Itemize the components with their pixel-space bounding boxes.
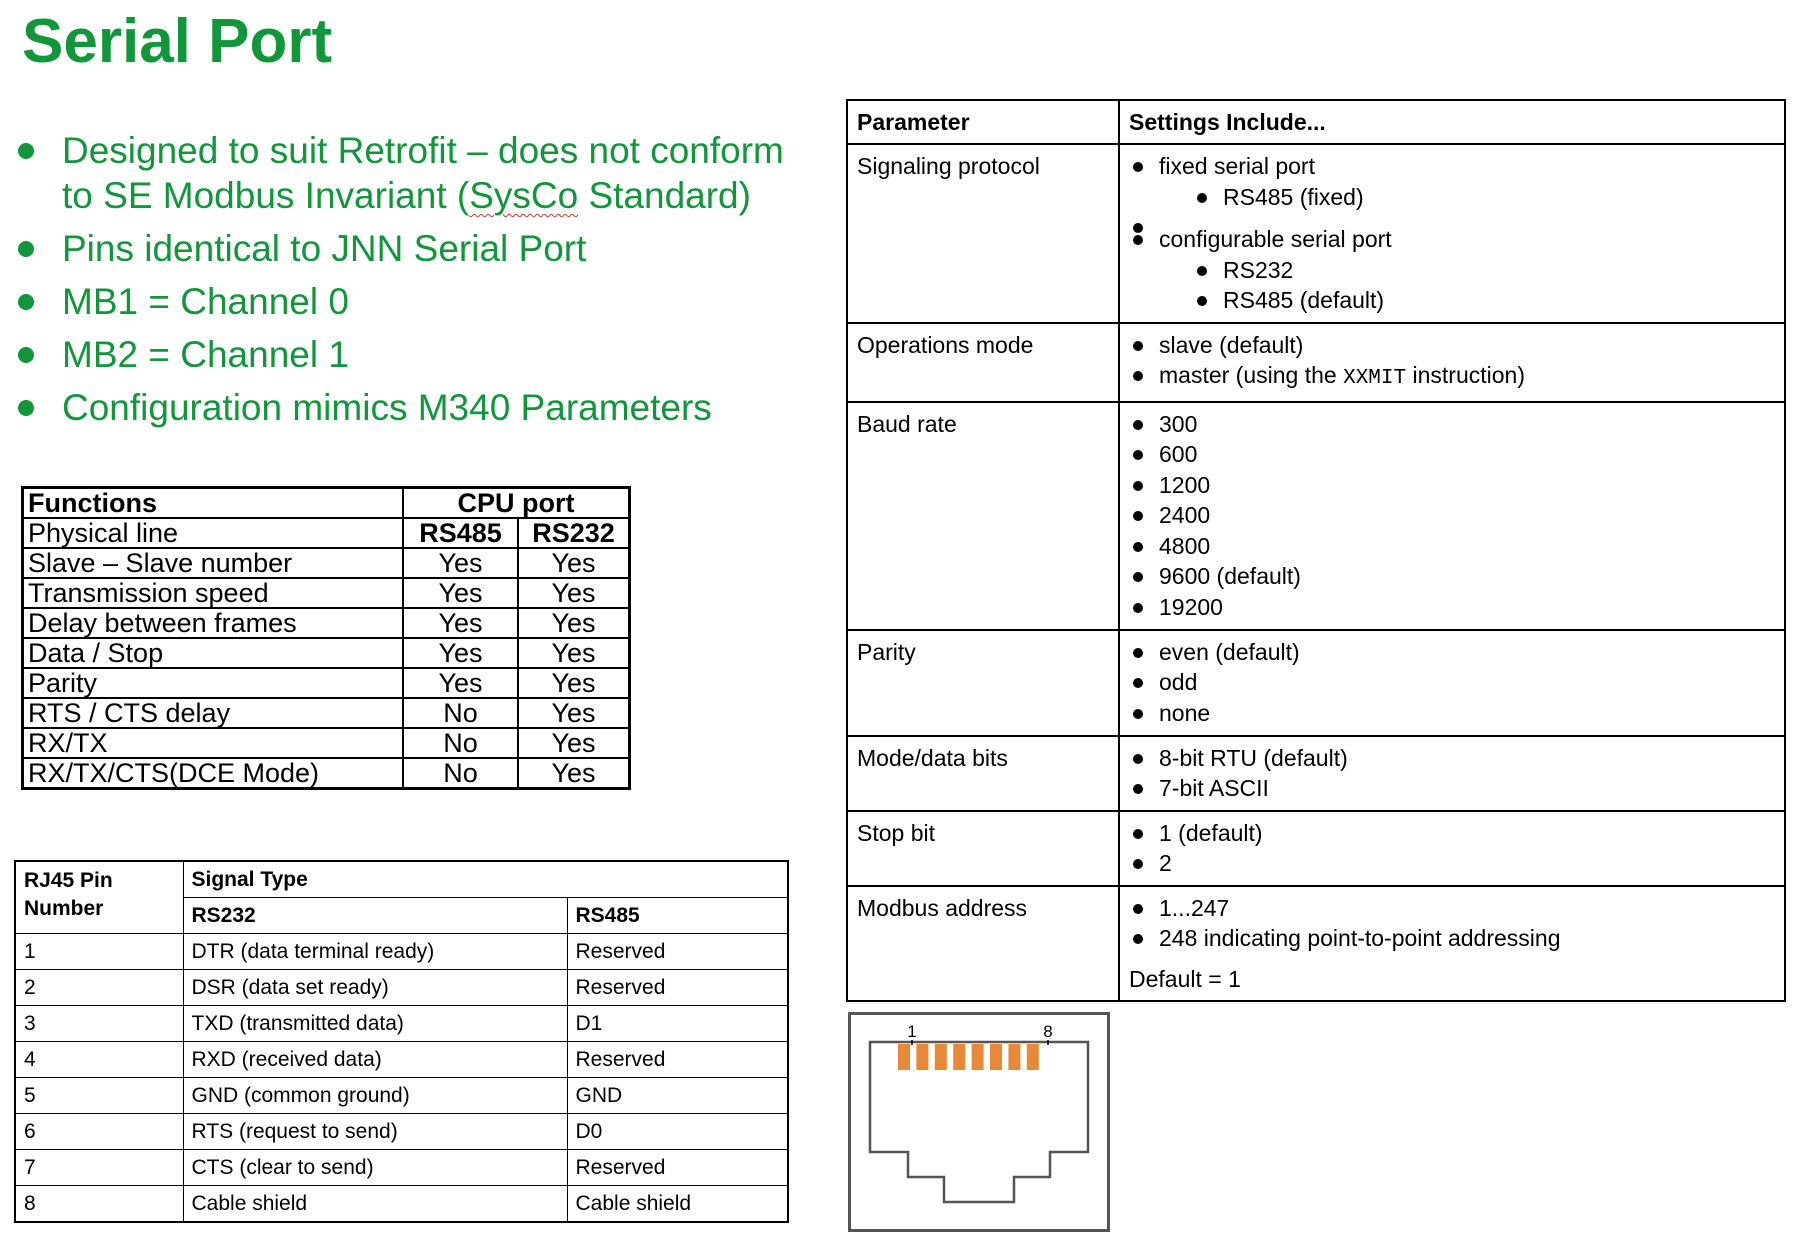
- param-settings: [1119, 323, 1785, 402]
- table-row: [23, 608, 630, 638]
- list-item: [1129, 224, 1775, 316]
- list-item: none: [1129, 698, 1775, 729]
- pin-number: 4: [15, 1042, 183, 1078]
- list-item: 600: [1129, 439, 1775, 470]
- table-row: [15, 1078, 788, 1114]
- function-name: Delay between frames: [23, 608, 404, 638]
- table-row: [15, 1186, 788, 1223]
- setting-text: configurable serial port: [1159, 226, 1392, 252]
- function-name: Transmission speed: [23, 578, 404, 608]
- setting-text: instruction): [1406, 362, 1525, 388]
- rs485-signal: GND: [567, 1078, 788, 1114]
- pin-number: 7: [15, 1150, 183, 1186]
- table-row: [23, 668, 630, 698]
- pin-label-last: 8: [1043, 1022, 1053, 1041]
- param-settings: [1119, 886, 1785, 1001]
- bullet-icon: [18, 400, 34, 416]
- rs485-support: Yes: [403, 578, 518, 608]
- param-row-baud: [847, 402, 1785, 630]
- param-row-stop: [847, 811, 1785, 886]
- rs485-support: Yes: [403, 608, 518, 638]
- function-name: RX/TX/CTS(DCE Mode): [23, 758, 404, 789]
- param-label: Parity: [847, 630, 1119, 736]
- function-name: Parity: [23, 668, 404, 698]
- settings-list: [1129, 893, 1775, 954]
- header-rs232: RS232: [518, 518, 630, 548]
- pin-number: 3: [15, 1006, 183, 1042]
- rs232-support: Yes: [518, 548, 630, 578]
- feature-text: Standard): [578, 175, 751, 216]
- list-item: 1...247: [1129, 893, 1775, 924]
- table-header-row: [847, 100, 1785, 144]
- function-name: RTS / CTS delay: [23, 698, 404, 728]
- rj45-pin: [972, 1044, 984, 1070]
- header-rs232: RS232: [183, 898, 567, 934]
- param-label: Signaling protocol: [847, 144, 1119, 323]
- feature-text: Configuration mimics M340 Parameters: [62, 387, 712, 428]
- rj45-pin: [935, 1044, 947, 1070]
- header-pin-number: [15, 861, 183, 934]
- functions-body: [23, 548, 630, 789]
- pin-number: 8: [15, 1186, 183, 1223]
- param-settings: [1119, 144, 1785, 323]
- function-name: Slave – Slave number: [23, 548, 404, 578]
- header-cpu-port: CPU port: [403, 488, 630, 519]
- code-text: XXMIT: [1343, 367, 1407, 390]
- table-row: [15, 1150, 788, 1186]
- list-item: 7-bit ASCII: [1129, 773, 1775, 804]
- rs485-signal: Reserved: [567, 970, 788, 1006]
- feature-text: Pins identical to JNN Serial Port: [62, 228, 587, 269]
- pin-number: 6: [15, 1114, 183, 1150]
- rs232-signal: DSR (data set ready): [183, 970, 567, 1006]
- rs485-signal: D1: [567, 1006, 788, 1042]
- table-header-row: [23, 518, 630, 548]
- param-row-parity: [847, 630, 1785, 736]
- param-label: Baud rate: [847, 402, 1119, 630]
- header-functions: Functions: [23, 488, 404, 519]
- list-item: RS485 (fixed): [1193, 182, 1775, 213]
- rs232-support: Yes: [518, 668, 630, 698]
- rs232-support: Yes: [518, 698, 630, 728]
- rs232-support: Yes: [518, 638, 630, 668]
- header-pin-line2: Number: [24, 897, 104, 920]
- table-row: [23, 578, 630, 608]
- settings-list: [1129, 818, 1775, 879]
- param-settings: [1119, 630, 1785, 736]
- default-note: Default = 1: [1129, 965, 1241, 992]
- header-rs485: RS485: [403, 518, 518, 548]
- rs232-signal: TXD (transmitted data): [183, 1006, 567, 1042]
- feature-item: [12, 385, 812, 430]
- table-header-row: [23, 488, 630, 519]
- feature-item: [12, 128, 812, 218]
- setting-text: fixed serial port: [1159, 153, 1315, 179]
- settings-list: [1129, 151, 1775, 316]
- function-name: RX/TX: [23, 728, 404, 758]
- rj45-pin: [898, 1044, 910, 1070]
- physical-line-label: Physical line: [23, 518, 404, 548]
- feature-text: MB1 = Channel 0: [62, 281, 349, 322]
- list-item: 2400: [1129, 500, 1775, 531]
- header-parameter: Parameter: [847, 100, 1119, 144]
- rs232-signal: DTR (data terminal ready): [183, 934, 567, 970]
- settings-list: [1129, 330, 1775, 395]
- rj45-pin: [953, 1044, 965, 1070]
- rs485-support: No: [403, 758, 518, 789]
- bullet-icon: [18, 143, 34, 159]
- list-item: 4800: [1129, 531, 1775, 562]
- bullet-icon: [18, 347, 34, 363]
- settings-list: [1129, 743, 1775, 804]
- header-signal-type: Signal Type: [183, 861, 788, 898]
- rs485-signal: D0: [567, 1114, 788, 1150]
- list-item: odd: [1129, 667, 1775, 698]
- spacer: [1129, 212, 1775, 224]
- bullet-icon: [18, 241, 34, 257]
- rs232-signal: RTS (request to send): [183, 1114, 567, 1150]
- rj45-pin: [916, 1044, 928, 1070]
- rs485-signal: Reserved: [567, 934, 788, 970]
- table-row: [15, 1114, 788, 1150]
- rs485-support: Yes: [403, 548, 518, 578]
- rs485-signal: Reserved: [567, 1150, 788, 1186]
- functions-table: [21, 486, 631, 790]
- feature-item: [12, 226, 812, 271]
- rs232-support: Yes: [518, 728, 630, 758]
- list-item: 19200: [1129, 592, 1775, 623]
- feature-text: MB2 = Channel 1: [62, 334, 349, 375]
- table-row: [23, 548, 630, 578]
- param-label: Mode/data bits: [847, 736, 1119, 811]
- rs232-signal: GND (common ground): [183, 1078, 567, 1114]
- param-row-modbus: [847, 886, 1785, 1001]
- pin-number: 5: [15, 1078, 183, 1114]
- table-row: [23, 728, 630, 758]
- pin-label-first: 1: [907, 1022, 917, 1041]
- pin-number: 1: [15, 934, 183, 970]
- param-row-signaling: [847, 144, 1785, 323]
- param-row-operations: [847, 323, 1785, 402]
- page-title: Serial Port: [22, 7, 333, 76]
- rj45-connector-diagram: [848, 1012, 1110, 1232]
- pin-signal-table: [14, 860, 789, 1223]
- list-item: 1200: [1129, 470, 1775, 501]
- table-header-row: [15, 861, 788, 898]
- settings-list: [1129, 409, 1775, 623]
- feature-text: to SE Modbus Invariant (: [62, 175, 470, 216]
- list-item: 1 (default): [1129, 818, 1775, 849]
- table-row: [15, 1006, 788, 1042]
- rs485-support: No: [403, 698, 518, 728]
- rs232-signal: Cable shield: [183, 1186, 567, 1223]
- rs232-signal: CTS (clear to send): [183, 1150, 567, 1186]
- list-item: 2: [1129, 848, 1775, 879]
- pins-body: [15, 934, 788, 1223]
- param-settings: [1119, 811, 1785, 886]
- list-item: 9600 (default): [1129, 561, 1775, 592]
- parameter-table: [846, 99, 1786, 1002]
- list-item: even (default): [1129, 637, 1775, 668]
- rs485-support: Yes: [403, 668, 518, 698]
- rj45-pin: [990, 1044, 1002, 1070]
- rs485-support: Yes: [403, 638, 518, 668]
- list-item: [1129, 360, 1775, 395]
- rs232-support: Yes: [518, 758, 630, 789]
- spellcheck-word: SysCo: [469, 175, 579, 216]
- rj45-pin: [1027, 1044, 1039, 1070]
- rj45-pin: [1008, 1044, 1020, 1070]
- feature-text: Designed to suit Retrofit – does not conform: [62, 130, 784, 171]
- rs232-support: Yes: [518, 578, 630, 608]
- table-row: [15, 970, 788, 1006]
- feature-list: [12, 128, 812, 438]
- param-settings: [1119, 402, 1785, 630]
- list-item: RS232: [1193, 255, 1775, 286]
- param-label: Operations mode: [847, 323, 1119, 402]
- table-row: [23, 758, 630, 789]
- rs232-signal: RXD (received data): [183, 1042, 567, 1078]
- feature-item: [12, 332, 812, 377]
- bullet-icon: [18, 294, 34, 310]
- list-item: [1129, 151, 1775, 212]
- header-settings: Settings Include...: [1119, 100, 1785, 144]
- feature-item: [12, 279, 812, 324]
- param-row-mode: [847, 736, 1785, 811]
- table-row: [15, 1042, 788, 1078]
- table-row: [23, 638, 630, 668]
- function-name: Data / Stop: [23, 638, 404, 668]
- list-item: 248 indicating point-to-point addressing: [1129, 923, 1775, 954]
- table-row: [15, 934, 788, 970]
- settings-list: [1129, 637, 1775, 729]
- list-item: slave (default): [1129, 330, 1775, 361]
- rs485-support: No: [403, 728, 518, 758]
- list-item: 300: [1129, 409, 1775, 440]
- pin-number: 2: [15, 970, 183, 1006]
- param-settings: [1119, 736, 1785, 811]
- header-pin-line1: RJ45 Pin: [24, 869, 113, 892]
- table-row: [23, 698, 630, 728]
- setting-text: master (using the: [1159, 362, 1344, 388]
- param-label: Modbus address: [847, 886, 1119, 1001]
- rs485-signal: Reserved: [567, 1042, 788, 1078]
- list-item: RS485 (default): [1193, 285, 1775, 316]
- param-label: Stop bit: [847, 811, 1119, 886]
- rs232-support: Yes: [518, 608, 630, 638]
- header-rs485: RS485: [567, 898, 788, 934]
- rs485-signal: Cable shield: [567, 1186, 788, 1223]
- list-item: 8-bit RTU (default): [1129, 743, 1775, 774]
